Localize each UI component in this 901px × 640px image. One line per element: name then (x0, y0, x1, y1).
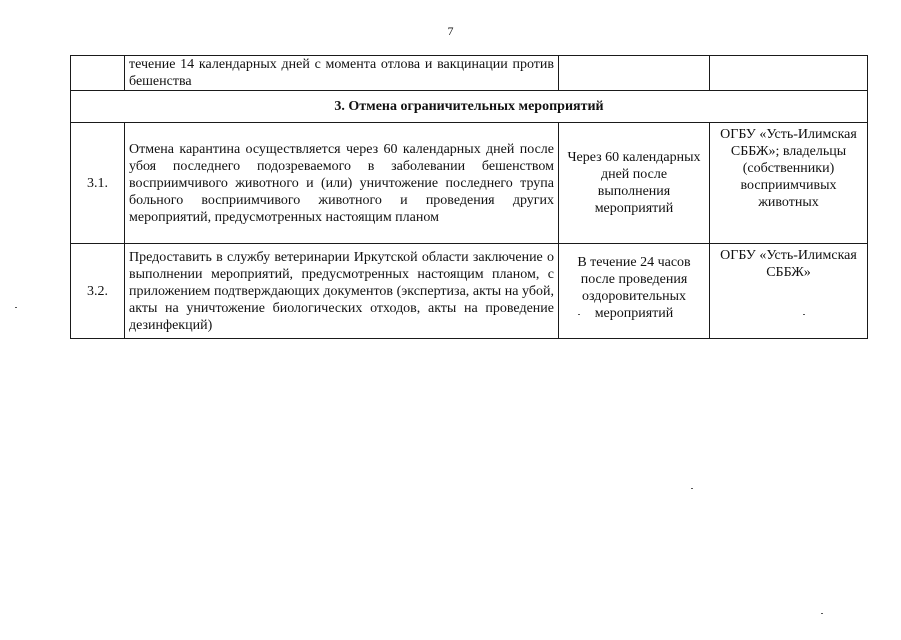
table-row (71, 123, 868, 244)
section-heading: 3. Отмена ограничительных мероприятий (71, 91, 868, 123)
row-term-cell: Через 60 календарных дней после выполнения мероприятий (559, 123, 710, 244)
row-number-cell (71, 56, 125, 91)
row-responsible-cell: ОГБУ «Усть-Илимская СББЖ» (710, 244, 868, 339)
row-number-cell: 3.2. (71, 244, 125, 339)
scan-speck (803, 314, 805, 315)
row-description-cell: течение 14 календарных дней с момента отлова и вакцинации против бешенства (125, 56, 559, 91)
row-responsible-cell: ОГБУ «Усть-Илимская СББЖ»; владельцы (собственники) восприимчивых животных (710, 123, 868, 244)
scan-speck (821, 613, 823, 614)
row-responsible-cell (710, 56, 868, 91)
measures-table (70, 55, 868, 339)
table-row (71, 244, 868, 339)
scan-speck (691, 488, 693, 489)
scan-speck (15, 307, 17, 308)
row-term-cell: В течение 24 часов после проведения оздоровительных мероприятий (559, 244, 710, 339)
section-heading-row (71, 91, 868, 123)
row-number-cell: 3.1. (71, 123, 125, 244)
row-description-cell: Отмена карантина осуществляется через 60 календарных дней после убоя последнего подозреваемого в заболевании бешенством восприимчивого животного и (или) уничтожение последнего трупа больного восприимчивого животного и проведения других мероприятий, предусмотренных настоящим планом (125, 123, 559, 244)
row-description-cell: Предоставить в службу ветеринарии Иркутской области заключение о выполнении мероприятий, предусмотренных настоящим планом, с приложением подтверждающих документов (экспертиза, акты на убой, акты на уничтожение биологических отходов, акты на проведение дезинфекций) (125, 244, 559, 339)
row-term-cell (559, 56, 710, 91)
scan-speck (578, 314, 580, 315)
page-number: 7 (447, 24, 454, 38)
table-row-continuation (71, 56, 868, 91)
